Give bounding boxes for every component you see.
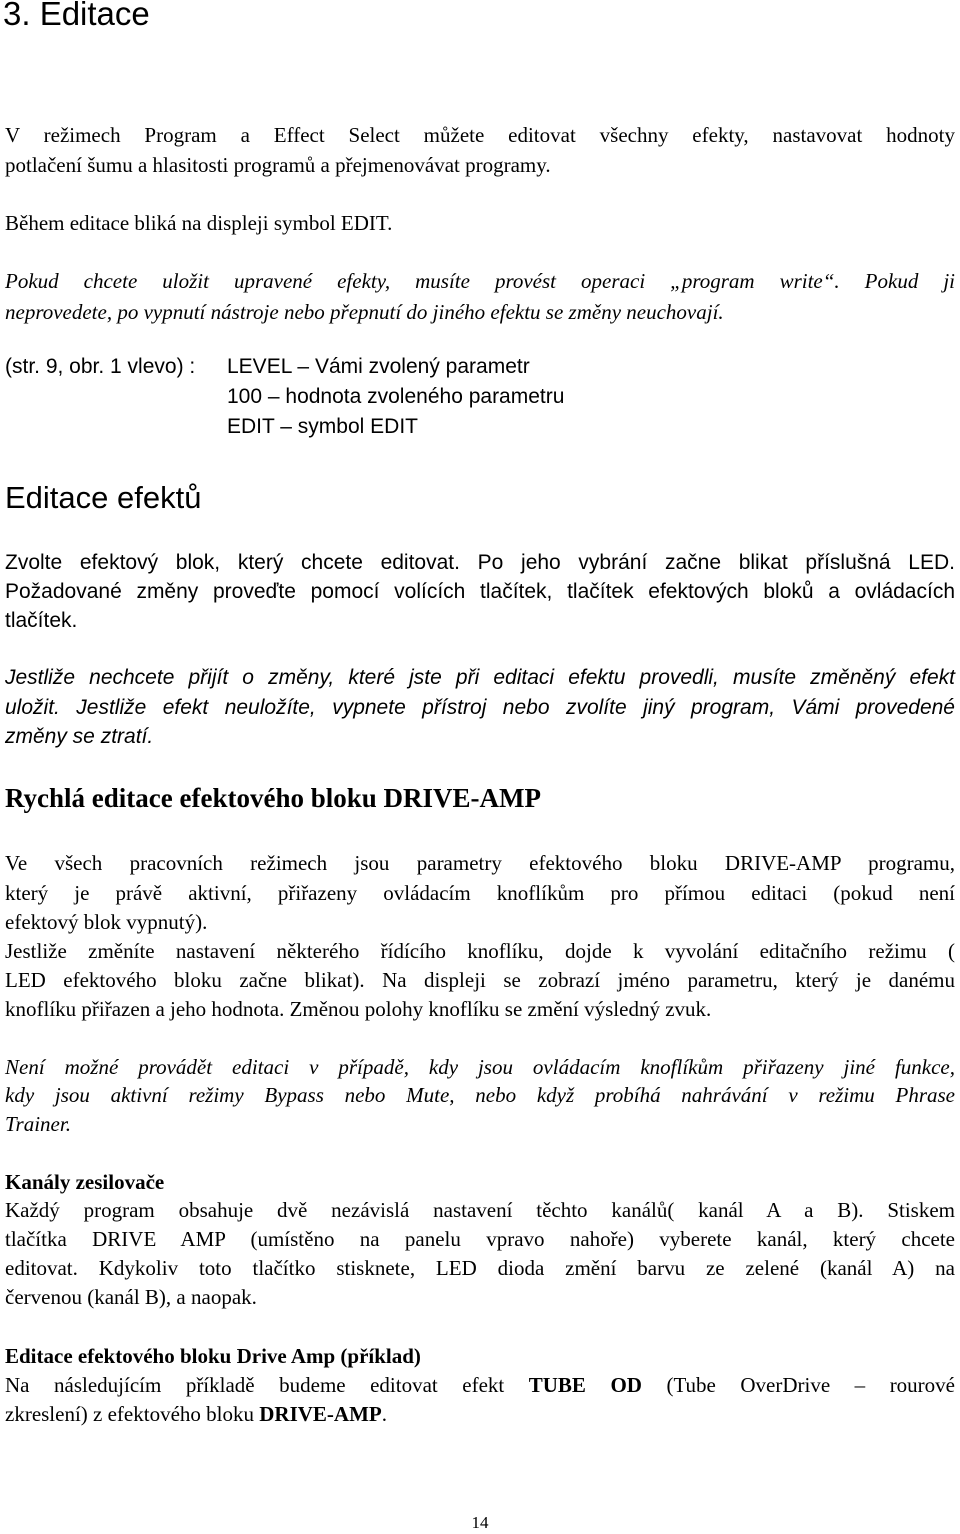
drive-note-line-1: Není možné provádět editaci v případě, kdy jsou ovládacím knoflíkům přiřazeny jiné funkce, [5, 1055, 955, 1079]
legend-item-edit: EDIT – symbol EDIT [227, 415, 418, 438]
example-line-2-end: . [381, 1402, 387, 1426]
section-title-drive-amp: Rychlá editace efektového bloku DRIVE-AMP [5, 783, 542, 813]
effects-line-1: Zvolte efektový blok, který chcete editovat. Po jeho vybrání začne blikat příslušná LED. [5, 551, 955, 574]
effects-note-line-3: změny se ztratí. [5, 725, 154, 748]
section-title-channels: Kanály zesilovače [5, 1170, 165, 1194]
effects-line-3: tlačítek. [5, 609, 78, 632]
channels-line-4: červenou (kanál B), a naopak. [5, 1285, 257, 1309]
example-line-2-start: zkreslení) z efektového bloku [5, 1402, 260, 1426]
intro-line-2: potlačení šumu a hlasitosti programů a přejmenovávat programy. [5, 153, 551, 177]
channels-line-2: tlačítka DRIVE AMP (umístěno na panelu vpravo nahoře) vyberete kanál, který chcete [5, 1227, 955, 1251]
channels-line-3: editovat. Kdykoliv toto tlačítko stisknete, LED dioda změní barvu ze zelené (kanál A) na [5, 1256, 955, 1280]
effect-block-name: DRIVE-AMP [259, 1402, 382, 1426]
legend-item-level: LEVEL – Vámi zvolený parametr [227, 355, 530, 378]
example-line-2 [5, 1399, 955, 1429]
section-title-example: Editace efektového bloku Drive Amp (příklad) [5, 1344, 421, 1368]
drive-line-4: Jestliže změníte nastavení některého řídícího knoflíku, dojde k vyvolání editačního režimu ( [5, 939, 955, 963]
drive-line-3: efektový blok vypnutý). [5, 910, 208, 934]
effects-note-line-2: uložit. Jestliže efekt neuložíte, vypnete přístroj nebo zvolíte jiný program, Vámi provedené [5, 696, 955, 719]
example-line-1-end: (Tube OverDrive – rourové [641, 1373, 955, 1397]
drive-line-5: LED efektového bloku začne blikat). Na displeji se zobrazí jméno parametru, který je danému [5, 968, 955, 992]
example-line-1 [5, 1370, 955, 1400]
drive-line-2: který je právě aktivní, přiřazeny ovládacím knoflíkům pro přímou editaci (pokud není [5, 881, 955, 905]
page-number: 14 [471, 1513, 489, 1532]
effect-name: TUBE OD [528, 1373, 642, 1397]
channels-line-1: Každý program obsahuje dvě nezávislá nastavení těchto kanálů( kanál A a B). Stiskem [5, 1198, 955, 1222]
section-title-effects: Editace efektů [5, 480, 202, 515]
drive-note-line-3: Trainer. [5, 1112, 71, 1136]
intro-line-1: V režimech Program a Effect Select můžete editovat všechny efekty, nastavovat hodnoty [5, 123, 955, 147]
drive-line-6: knoflíku přiřazen a jeho hodnota. Změnou polohy knoflíku se změní výsledný zvuk. [5, 997, 712, 1021]
drive-line-1: Ve všech pracovních režimech jsou parametry efektového bloku DRIVE-AMP programu, [5, 851, 955, 875]
page-title: 3. Editace [3, 0, 150, 32]
save-note-line-1: Pokud chcete uložit upravené efekty, musíte provést operaci „program write“. Pokud ji [5, 269, 955, 293]
example-line-1-start: Na následujícím příkladě budeme editovat efekt [5, 1373, 529, 1397]
effects-line-2: Požadované změny proveďte pomocí volících tlačítek, tlačítek efektových bloků a ovládacích [5, 580, 955, 603]
drive-note-line-2: kdy jsou aktivní režimy Bypass nebo Mute, nebo když probíhá nahrávání v režimu Phrase [5, 1083, 955, 1107]
effects-note-line-1: Jestliže nechcete přijít o změny, které jste při editaci efektu provedli, musíte změněný efekt [5, 666, 955, 689]
legend-reference: (str. 9, obr. 1 vlevo) : [5, 355, 196, 378]
save-note-line-2: neprovedete, po vypnutí nástroje nebo přepnutí do jiného efektu se změny neuchovají. [5, 300, 724, 324]
legend-item-value: 100 – hodnota zvoleného parametru [227, 385, 565, 408]
edit-blink-text: Během editace bliká na displeji symbol EDIT. [5, 211, 393, 235]
